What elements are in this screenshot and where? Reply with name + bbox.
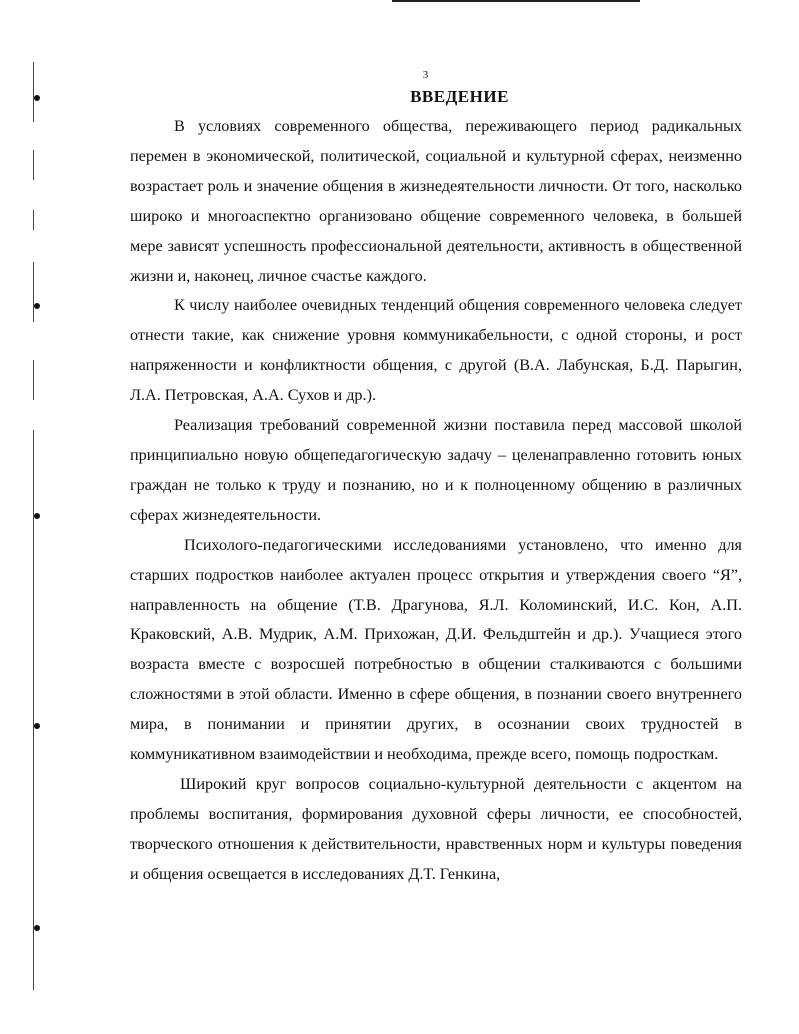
paragraph-4: Психолого-педагогическими исследованиями установлено, что именно для старших подростков наиболее актуален процесс открытия и утверждения своего “Я”, направленность на общение (Т.В. Драгунова, Я.Л. Коломинский, И.С. Кон, А.П. Краковский, А.В. Мудрик, А.М. Прихожан, Д.И. Фельдштейн и др.). Учащиеся этого возраста вместе с возросшей потребностью в общении сталкиваются с большими сложностями в этой области. Именно в сфере общения, в познании своего внутреннего мира, в понимании и принятии других, в осознании своих трудностей в коммуникативном взаимодействии и необходима, прежде всего, помощь подросткам. bbox=[130, 535, 742, 764]
page-number: 3 bbox=[422, 69, 429, 81]
scan-margin-line bbox=[33, 262, 34, 322]
binding-hole-mark bbox=[34, 925, 40, 931]
body-text bbox=[130, 112, 742, 890]
section-heading: ВВЕДЕНИЕ bbox=[410, 87, 509, 106]
binding-hole-mark bbox=[34, 513, 40, 519]
paragraph-5: Широкий круг вопросов социально-культурной деятельности с акцентом на проблемы воспитания, формирования духовной сферы личности, ее способностей, творческого отношения к действительности, нравственных норм и культуры поведения и общения освещается в исследованиях Д.Т. Генкина, bbox=[130, 774, 742, 883]
scan-margin-line bbox=[33, 360, 34, 400]
binding-hole-mark bbox=[34, 303, 40, 309]
paragraph-3: Реализация требований современной жизни поставила перед массовой школой принципиально новую общепедагогическую задачу – целенаправленно готовить юных граждан не только к труду и познанию, но и к полноценному общению в различных сферах жизнедеятельности. bbox=[130, 416, 742, 524]
scan-top-rule bbox=[392, 0, 640, 2]
scan-margin-line bbox=[33, 150, 34, 180]
paragraph-1: В условиях современного общества, переживающего период радикальных перемен в экономической, политической, социальной и культурной сферах, неизменно возрастает роль и значение общения в жизнедеятельности личности. От того, насколько широко и многоаспектно организовано общение современного человека, в большей мере зависят успешность профессиональной деятельности, активность в общественной жизни и, наконец, личное счастье каждого. bbox=[130, 117, 742, 285]
binding-hole-mark bbox=[34, 723, 40, 729]
scan-margin-line bbox=[33, 210, 34, 230]
paragraph-2: К числу наиболее очевидных тенденций общения современного человека следует отнести такие, как снижение уровня коммуникабельности, с одной стороны, и рост напряженности и конфликтности общения, с другой (В.А. Лабунская, Б.Д. Парыгин, Л.А. Петровская, А.А. Сухов и др.). bbox=[130, 296, 742, 405]
